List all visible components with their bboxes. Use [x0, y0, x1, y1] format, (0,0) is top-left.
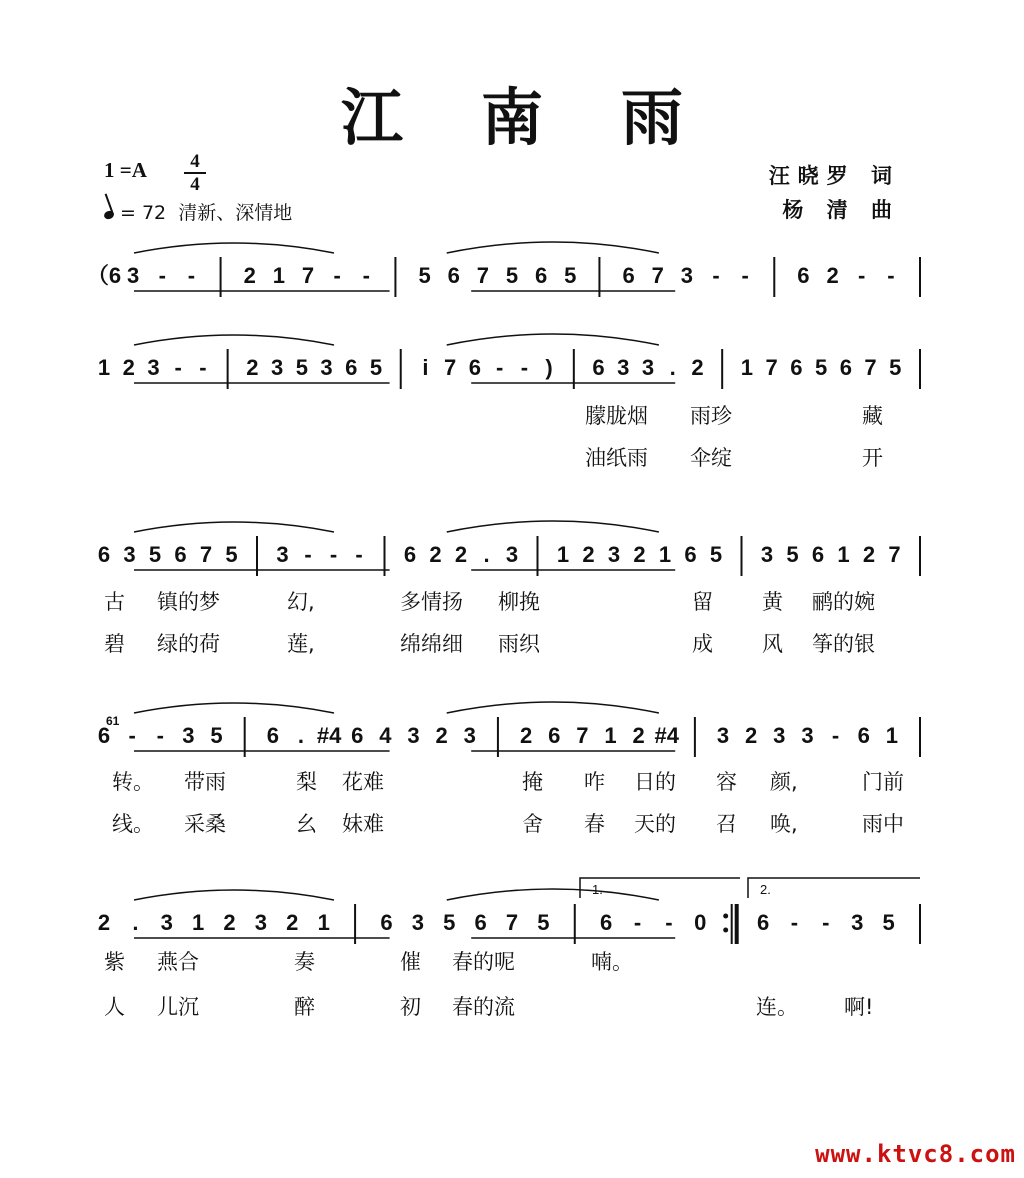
note-symbol: 3 — [407, 723, 420, 748]
lyric-word: 奏 — [294, 950, 315, 974]
note-symbol: - — [831, 723, 840, 748]
note-symbol: 7 — [505, 910, 519, 935]
note-symbol: 7 — [444, 355, 457, 380]
note-symbol: - — [633, 910, 642, 935]
note-symbol: 3 — [182, 723, 195, 748]
note-symbol: 6 — [756, 910, 770, 935]
lyric-word: 绿的荷 — [157, 632, 220, 656]
note-symbol: 1 — [97, 355, 111, 380]
note-symbol: 2 — [826, 263, 839, 288]
slur-arc — [134, 703, 334, 713]
note-symbol: 6 — [811, 542, 825, 567]
note-symbol: 3 — [320, 355, 333, 380]
lyric-word: 幻, — [287, 590, 315, 614]
lyric-word: 咋 — [584, 770, 605, 794]
song-title: 江南雨 — [340, 81, 761, 154]
lyric-word: 连。 — [756, 995, 798, 1019]
lyric-word: 唤, — [770, 812, 798, 836]
note-symbol: 5 — [369, 355, 383, 380]
lyric-word: 油纸雨 — [585, 446, 648, 470]
note-symbol: 5 — [882, 910, 895, 935]
note-symbol: 6 — [97, 542, 111, 567]
note-symbol: - — [520, 355, 529, 380]
tempo-expression: 清新、深情地 — [178, 202, 293, 224]
note-symbol: - — [187, 263, 196, 288]
slur-arc — [447, 889, 659, 900]
lyric-word: 啊! — [844, 995, 874, 1019]
time-signature-bottom: 4 — [190, 174, 200, 195]
note-symbol: - — [495, 355, 504, 380]
note-symbol: #4 — [316, 723, 342, 748]
note-symbol: 3 — [505, 542, 519, 567]
note-symbol: - — [304, 542, 312, 567]
note-symbol: 1 — [658, 542, 672, 567]
lyric-word: 妹难 — [342, 812, 384, 836]
lyric-word: 黄 — [762, 590, 783, 614]
lyric-word: 采桑 — [184, 812, 226, 836]
note-symbol: ) — [545, 355, 553, 380]
note-symbol: - — [158, 263, 166, 288]
slur-arc — [447, 334, 659, 345]
lyric-word: 舍 — [522, 812, 543, 836]
note-symbol: 3 — [463, 723, 476, 748]
note-symbol: 3 — [680, 263, 693, 288]
note-symbol: 5 — [709, 542, 723, 567]
note-symbol: 7 — [476, 263, 489, 288]
note-symbol: 6 — [797, 263, 810, 288]
lyric-word: 带雨 — [184, 770, 226, 794]
note-symbol: 2 — [633, 542, 646, 567]
note-symbol: 2 — [454, 542, 468, 567]
note-symbol: - — [822, 910, 830, 935]
lyric-word: 朦胧烟 — [585, 404, 648, 428]
note-symbol: 6 — [535, 263, 548, 288]
lyric-word: 春的呢 — [452, 950, 515, 974]
lyric-word: 莲, — [287, 632, 315, 656]
volta-label-second: 2. — [760, 882, 771, 897]
lyric-word: 儿沉 — [157, 995, 199, 1019]
lyric-word: 柳挽 — [498, 590, 540, 614]
lyric-word: 线。 — [112, 812, 154, 836]
note-symbol: 3 — [127, 263, 140, 288]
note-symbol: - — [156, 723, 164, 748]
note-symbol: 6 — [380, 910, 393, 935]
lyric-word: 转。 — [112, 770, 154, 794]
lyric-word: 天的 — [634, 812, 676, 836]
lyric-word: 幺 — [296, 812, 317, 836]
note-symbol: i — [422, 355, 429, 380]
note-symbol: 3 — [773, 723, 786, 748]
lyric-word: 喃。 — [591, 950, 633, 974]
note-symbol: 1 — [740, 355, 754, 380]
note-symbol: 1 — [317, 910, 330, 935]
note-symbol: 3 — [801, 723, 814, 748]
note-symbol: 6 — [600, 910, 613, 935]
lyric-word: 门前 — [862, 770, 904, 794]
lyric-word: 初 — [400, 995, 421, 1019]
note-symbol: 3 — [123, 542, 136, 567]
note-symbol: 6 — [447, 263, 460, 288]
lyric-word: 催 — [400, 950, 421, 974]
note-symbol: 7 — [864, 355, 877, 380]
note-symbol: #4 — [654, 723, 680, 748]
note-symbol: 7 — [651, 263, 664, 288]
note-symbol: 2 — [435, 723, 448, 748]
note-symbol: - — [199, 355, 207, 380]
note-symbol: 3 — [716, 723, 730, 748]
note-symbol: 2 — [246, 355, 259, 380]
note-symbol: 6 — [351, 723, 364, 748]
note-symbol: 6 — [857, 723, 870, 748]
volta-label-first: 1. — [592, 882, 603, 897]
note-symbol: 1 — [885, 723, 898, 748]
note-symbol: . — [132, 910, 139, 935]
note-symbol: 5 — [889, 355, 902, 380]
note-symbol: 1 — [604, 723, 617, 748]
slur-arc — [447, 702, 659, 713]
note-symbol: 6 — [592, 355, 605, 380]
note-symbol: 2 — [862, 542, 876, 567]
lyric-word: 藏 — [862, 404, 883, 428]
note-symbol: - — [174, 355, 182, 380]
note-symbol: 6 — [403, 542, 417, 567]
lyric-word: 碧 — [104, 632, 125, 656]
note-symbol: 5 — [418, 263, 431, 288]
note-symbol: 2 — [97, 910, 111, 935]
grace-note: 61 — [106, 714, 120, 728]
lyric-word: 醉 — [294, 995, 315, 1019]
note-symbol: 2 — [691, 355, 704, 380]
note-symbol: 0 — [694, 910, 707, 935]
lyric-word: 春 — [584, 812, 605, 836]
volta-bracket-second — [748, 878, 920, 898]
note-symbol: 2 — [122, 355, 135, 380]
lyric-word: 雨织 — [498, 632, 540, 656]
lyric-word: 日的 — [634, 770, 676, 794]
lyric-word: 颜, — [770, 770, 798, 794]
lyric-word: 成 — [692, 632, 713, 656]
note-symbol: 3 — [276, 542, 289, 567]
note-symbol: 1 — [192, 910, 205, 935]
slur-arc — [447, 521, 659, 532]
lyric-word: 古 — [104, 590, 125, 614]
note-symbol: 5 — [148, 542, 162, 567]
note-symbol: 6 — [266, 723, 279, 748]
note-symbol: 2 — [582, 542, 595, 567]
note-symbol: - — [790, 910, 799, 935]
slur-arc — [134, 335, 334, 345]
note-symbol: 7 — [765, 355, 778, 380]
note-symbol: 6 — [97, 723, 111, 748]
lyric-word: 掩 — [522, 770, 543, 794]
volta-bracket-first — [580, 878, 740, 898]
note-symbol: 5 — [786, 542, 799, 567]
repeat-dot — [723, 914, 728, 919]
note-symbol: 3 — [254, 910, 268, 935]
lyric-word: 花难 — [342, 770, 384, 794]
note-symbol: . — [297, 723, 305, 748]
note-symbol: 3 — [270, 355, 284, 380]
note-symbol: 3 — [641, 355, 655, 380]
note-symbol: - — [741, 263, 749, 288]
slur-arc — [447, 242, 659, 253]
note-symbol: 6 — [839, 355, 852, 380]
note-symbol: 5 — [225, 542, 238, 567]
note-symbol: 2 — [429, 542, 442, 567]
note-symbol: 5 — [505, 263, 519, 288]
lyric-word: 绵绵细 — [400, 632, 463, 656]
lyric-word: 伞绽 — [690, 446, 732, 470]
note-symbol: - — [712, 263, 720, 288]
time-signature-top: 4 — [190, 151, 200, 172]
lyric-word: 燕合 — [157, 950, 199, 974]
note-symbol: 3 — [851, 910, 864, 935]
note-symbol: 7 — [301, 263, 315, 288]
note-symbol: 2 — [223, 910, 236, 935]
note-symbol: 6 — [790, 355, 803, 380]
note-symbol: 1 — [837, 542, 850, 567]
note-symbol: 3 — [411, 910, 424, 935]
lyric-word: 春的流 — [452, 995, 515, 1019]
watermark-text: www.ktvc8.com — [815, 1140, 1016, 1168]
repeat-dot — [723, 928, 728, 933]
lyric-word: 风 — [762, 632, 783, 656]
note-symbol: 2 — [745, 723, 758, 748]
lyric-word: 镇的梦 — [157, 590, 220, 614]
note-symbol: 2 — [286, 910, 299, 935]
tempo-bpm: = 72 — [120, 202, 167, 224]
lyric-word: 鹂的婉 — [812, 590, 875, 614]
slur-arc — [134, 243, 334, 253]
note-symbol: 5 — [295, 355, 308, 380]
note-symbol: （6 — [86, 263, 122, 288]
note-symbol: 5 — [564, 263, 577, 288]
note-symbol: 1 — [272, 263, 285, 288]
note-symbol: 7 — [576, 723, 589, 748]
note-symbol: 6 — [684, 542, 697, 567]
note-symbol: - — [333, 263, 341, 288]
note-symbol: - — [887, 263, 895, 288]
lyricist-credit: 汪晓罗 词 — [768, 164, 900, 188]
note-symbol: 5 — [537, 910, 550, 935]
note-symbol: 6 — [174, 542, 187, 567]
note-symbol: 3 — [607, 542, 621, 567]
note-symbol: - — [858, 263, 866, 288]
note-symbol: 2 — [632, 723, 645, 748]
note-symbol: 6 — [548, 723, 561, 748]
note-symbol: . — [483, 542, 490, 567]
lyric-word: 多情扬 — [400, 590, 463, 614]
note-symbol: 6 — [468, 355, 482, 380]
note-symbol: - — [128, 723, 136, 748]
note-symbol: - — [355, 542, 363, 567]
slur-arc — [134, 522, 334, 532]
lyric-word: 筝的银 — [812, 632, 875, 656]
note-symbol: 5 — [210, 723, 223, 748]
key-signature: 1 =A — [104, 158, 147, 182]
lyric-word: 召 — [716, 812, 737, 836]
note-symbol: 6 — [345, 355, 358, 380]
note-symbol: 6 — [474, 910, 487, 935]
note-symbol: 4 — [379, 723, 392, 748]
note-symbol: 2 — [243, 263, 256, 288]
lyric-word: 人 — [104, 995, 125, 1019]
composer-credit: 杨 清 曲 — [782, 198, 900, 222]
note-symbol: 6 — [622, 263, 635, 288]
note-symbol: 3 — [147, 355, 160, 380]
note-symbol: . — [669, 355, 676, 380]
note-symbol: - — [665, 910, 673, 935]
note-symbol: 3 — [160, 910, 173, 935]
note-symbol: - — [362, 263, 370, 288]
lyric-word: 雨珍 — [690, 404, 732, 428]
note-symbol: 5 — [443, 910, 456, 935]
lyric-word: 雨中 — [862, 812, 904, 836]
lyric-word: 开 — [862, 446, 883, 470]
note-symbol: 3 — [760, 542, 774, 567]
lyric-word: 梨 — [296, 770, 317, 794]
note-symbol: 1 — [556, 542, 570, 567]
note-symbol: 2 — [519, 723, 533, 748]
lyric-word: 容 — [716, 770, 737, 794]
note-symbol: - — [329, 542, 338, 567]
slur-arc — [134, 890, 334, 900]
note-symbol: 7 — [199, 542, 213, 567]
lyric-word: 留 — [692, 590, 713, 614]
note-symbol: 3 — [617, 355, 630, 380]
note-symbol: 5 — [814, 355, 828, 380]
lyric-word: 紫 — [104, 950, 125, 974]
note-symbol: 7 — [888, 542, 901, 567]
